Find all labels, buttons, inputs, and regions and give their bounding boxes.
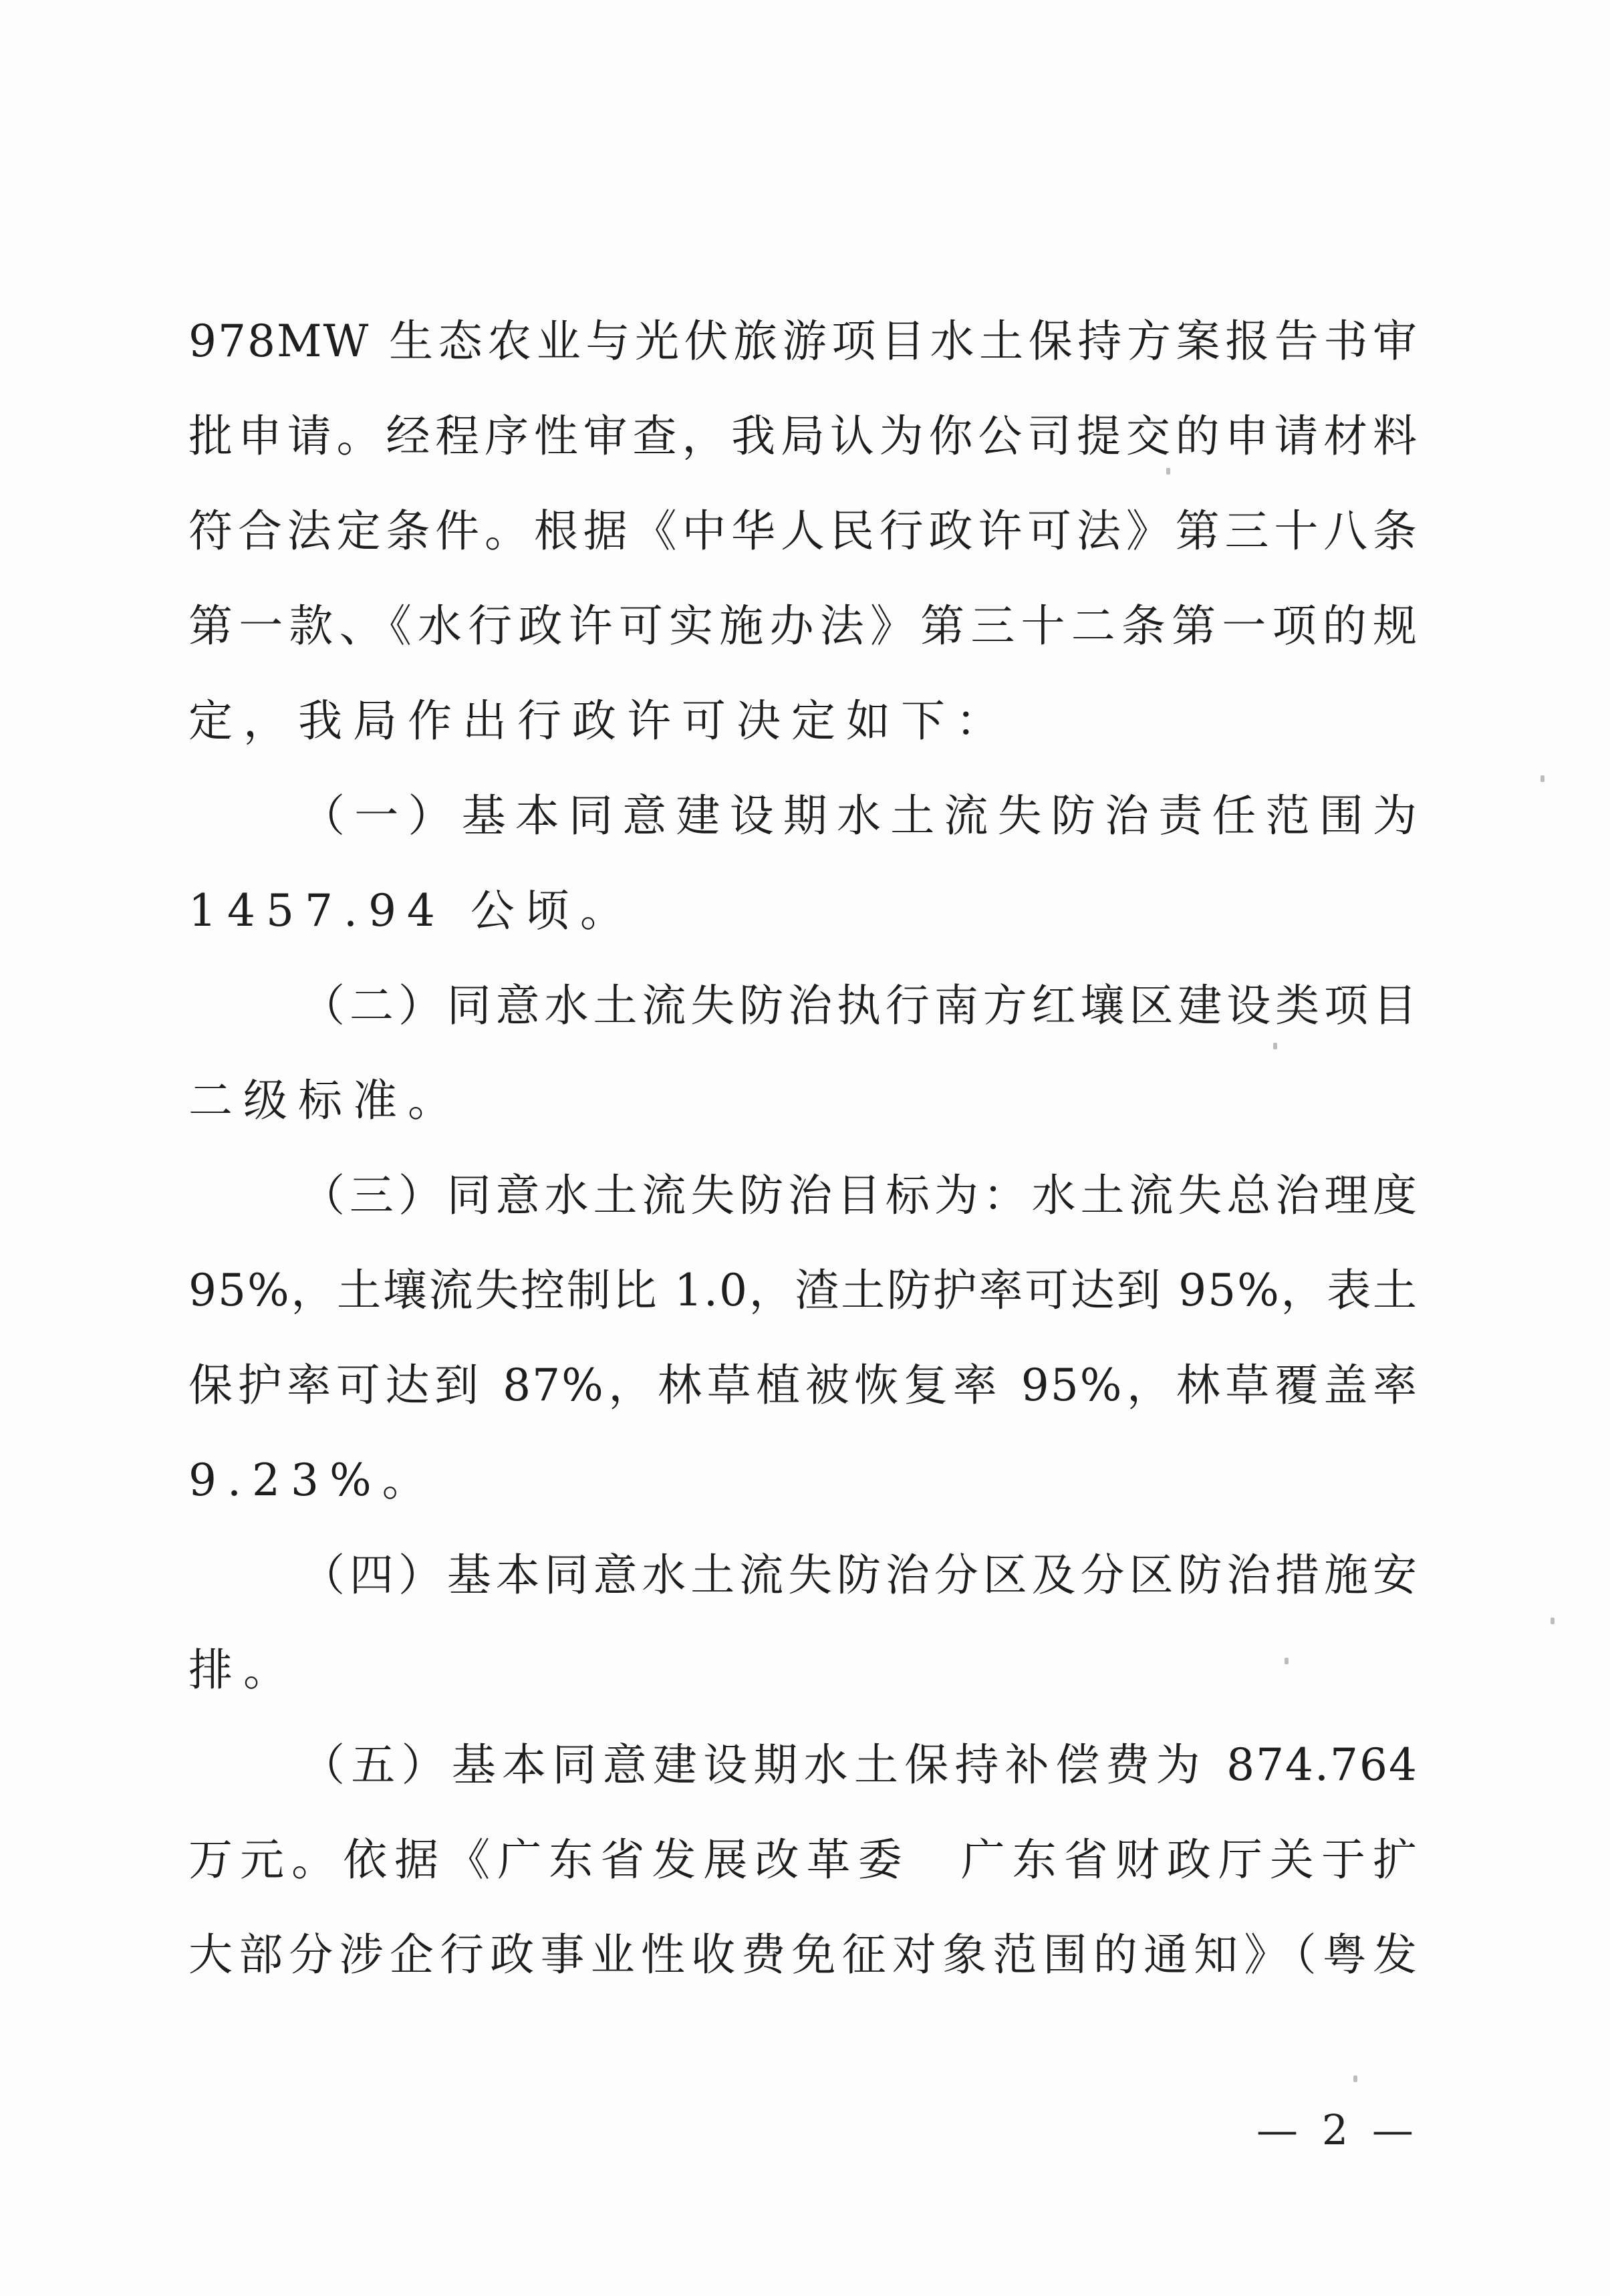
body-line: 978MW 生态农业与光伏旅游项目水土保持方案报告书审 xyxy=(188,315,1418,367)
item-1-line: 1457.94 公顷。 xyxy=(188,885,635,936)
scan-speck xyxy=(1551,1618,1555,1624)
item-3-line: 95%，土壤流失控制比 1.0，渣土防护率可达到 95%，表土 xyxy=(188,1265,1418,1316)
item-5-line: 大部分涉企行政事业性收费免征对象范围的通知》（粤发 xyxy=(188,1929,1418,1981)
item-5-line: 万元。依据《广东省发展改革委 广东省财政厅关于扩 xyxy=(188,1834,1418,1886)
item-5-line: （五）基本同意建设期水土保持补偿费为 874.764 xyxy=(301,1739,1418,1791)
scan-speck xyxy=(1353,2075,1357,2082)
item-4-line: 排。 xyxy=(188,1644,298,1696)
item-2-line: 二级标准。 xyxy=(188,1075,462,1126)
body-line: 第一款、《水行政许可实施办法》第三十二条第一项的规 xyxy=(188,600,1418,652)
item-3-line: 9.23%。 xyxy=(188,1454,437,1506)
item-3-line: （三）同意水土流失防治目标为：水土流失总治理度 xyxy=(301,1170,1418,1221)
scan-speck xyxy=(1285,1658,1289,1664)
scan-speck xyxy=(1540,775,1545,782)
item-4-line: （四）基本同意水土流失防治分区及分区防治措施安 xyxy=(301,1549,1418,1601)
body-line: 批申请。经程序性审查，我局认为你公司提交的申请材料 xyxy=(188,410,1418,462)
scan-speck xyxy=(1273,1043,1277,1049)
item-1-line: （一）基本同意建设期水土流失防治责任范围为 xyxy=(301,790,1418,842)
body-line: 符合法定条件。根据《中华人民行政许可法》第三十八条 xyxy=(188,505,1418,557)
document-body xyxy=(188,294,1418,2003)
body-line: 定，我局作出行政许可决定如下： xyxy=(188,695,1011,747)
scan-speck xyxy=(1166,468,1170,475)
item-3-line: 保护率可达到 87%，林草植被恢复率 95%，林草覆盖率 xyxy=(188,1360,1418,1411)
item-2-line: （二）同意水土流失防治执行南方红壤区建设类项目 xyxy=(301,980,1418,1031)
page-number: — 2 — xyxy=(1256,2106,1419,2154)
